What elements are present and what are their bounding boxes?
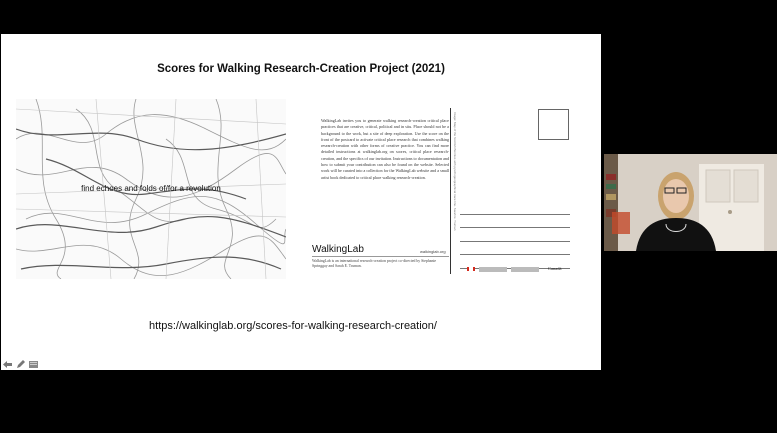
slide-url: https://walkinglab.org/scores-for-walking-research-creation/ (149, 320, 437, 332)
pen-icon[interactable] (15, 359, 26, 370)
walkinglab-logo: WalkingLab (312, 244, 364, 255)
canada-wordmark: Canadä (548, 266, 562, 271)
walkinglab-description: WalkingLab is an international research-creation project co-directed by Stephanie Springgay and Sarah E. Truman. (312, 259, 437, 268)
funder-logos (467, 266, 567, 274)
webcam-video (604, 154, 777, 251)
address-line (460, 242, 570, 256)
map-caption: find echoes and folds of/for a revolution (81, 184, 221, 193)
address-line (460, 228, 570, 242)
postcard-body-text: WalkingLab invites you to generate walking research-creation critical place practices that are creative, critical, political and in situ. Place should not be a background to the work, but a site of deep exploration. Use the score on the front of the postcard to activate critical place research that combines walking research-creation with other forms of creative practice. You can find more detailed instructions at walkinglab.org on scores, critical place research-creation, and the specifics of our invitation. Instructions to documentation and how to submit your contribution can also be found on the website. Selected work will be curated into a collection for the WalkingLab website and a small artist book dedicated to critical place walking research-creation. (321, 118, 450, 180)
presentation-slide (1, 34, 601, 370)
map-image (16, 99, 286, 279)
address-line (460, 215, 570, 229)
back-arrow-icon[interactable] (2, 359, 13, 370)
webcam-person (604, 154, 777, 251)
address-lines (460, 201, 570, 269)
canada-flag-icon (467, 267, 475, 271)
sshrc-text (479, 267, 507, 272)
slide-title: Scores for Walking Research-Creation Project (2021) (157, 63, 445, 75)
forward-arrow-icon[interactable] (41, 359, 52, 370)
image-credit: Image: Map of the Scottish Bennies with pyschogeographical trace line. Sarah E. Truman (453, 112, 457, 231)
address-line (460, 201, 570, 215)
postcard-divider (450, 108, 451, 274)
crsh-text (511, 267, 539, 272)
stamp-box (538, 109, 569, 140)
slides-icon[interactable] (28, 359, 39, 370)
brand-divider (312, 256, 449, 257)
walkinglab-url: walkinglab.org (420, 249, 446, 254)
